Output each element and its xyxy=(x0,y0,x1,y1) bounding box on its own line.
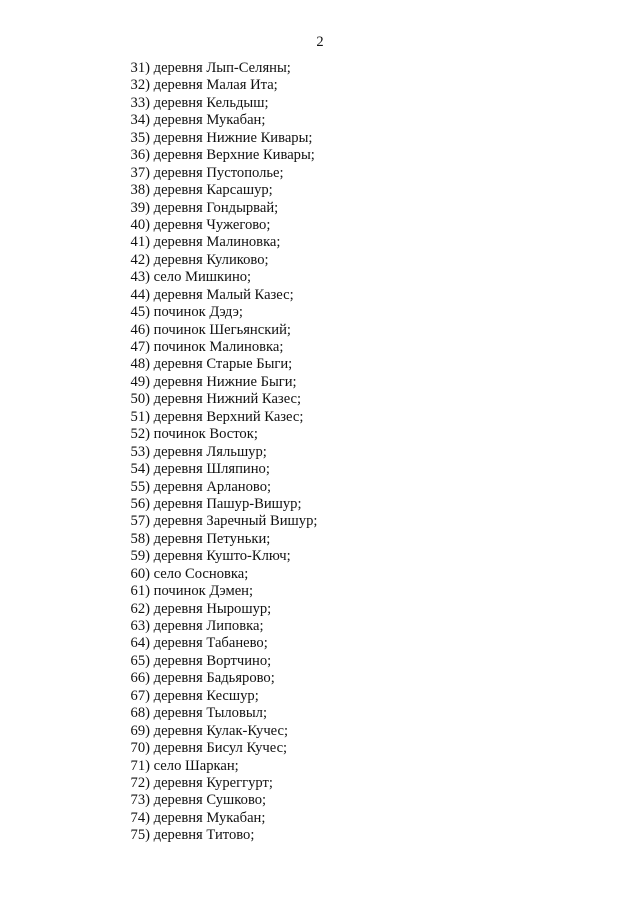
item-text: деревня Пашур-Вишур; xyxy=(153,495,302,512)
item-text: деревня Тыловыл; xyxy=(153,705,267,722)
item-text: деревня Нижние Быги; xyxy=(153,373,297,390)
item-text: деревня Титово; xyxy=(153,827,255,844)
list-item xyxy=(130,304,317,321)
list-item xyxy=(130,548,317,565)
list-item xyxy=(130,635,317,652)
item-text: деревня Куликово; xyxy=(153,251,269,268)
item-text: деревня Табанево; xyxy=(153,635,268,652)
item-number: 33) xyxy=(130,94,150,111)
item-number: 56) xyxy=(130,495,150,512)
list-item xyxy=(130,496,317,513)
list-item xyxy=(130,234,317,251)
list-item xyxy=(130,182,317,199)
item-text: починок Малиновка; xyxy=(153,339,284,355)
list-item xyxy=(130,130,317,147)
item-text: деревня Пустополье; xyxy=(153,164,284,181)
item-number: 53) xyxy=(130,443,150,460)
item-text: деревня Малый Казес; xyxy=(153,286,294,303)
list-item xyxy=(130,426,317,443)
item-text: деревня Кесшур; xyxy=(153,687,259,704)
item-text: деревня Липовка; xyxy=(153,618,264,634)
item-number: 49) xyxy=(130,373,150,390)
item-number: 73) xyxy=(130,792,150,809)
list-item xyxy=(130,618,317,635)
list-item xyxy=(130,60,317,77)
item-text: деревня Мукабан; xyxy=(153,809,266,826)
item-text: починок Дэмен; xyxy=(153,583,254,600)
item-text: деревня Кулак-Кучес; xyxy=(153,722,289,739)
item-number: 43) xyxy=(130,269,150,286)
list-item xyxy=(130,339,317,356)
list-item xyxy=(130,513,317,530)
item-number: 37) xyxy=(130,164,150,181)
item-text: деревня Лып-Селяны; xyxy=(153,60,291,76)
item-number: 69) xyxy=(130,722,150,739)
item-text: деревня Ляльшур; xyxy=(153,443,267,460)
item-text: деревня Верхний Казес; xyxy=(153,408,304,425)
item-number: 52) xyxy=(130,426,150,443)
item-number: 40) xyxy=(130,216,150,233)
item-text: деревня Куреггурт; xyxy=(153,774,273,791)
list-item xyxy=(130,723,317,740)
list-item xyxy=(130,601,317,618)
item-number: 41) xyxy=(130,234,150,251)
list-item xyxy=(130,461,317,478)
list-item xyxy=(130,200,317,217)
list-item xyxy=(130,566,317,583)
item-number: 72) xyxy=(130,774,150,791)
item-number: 38) xyxy=(130,182,150,199)
list-item xyxy=(130,479,317,496)
item-number: 54) xyxy=(130,461,150,478)
item-text: деревня Кушто-Ключ; xyxy=(153,548,291,565)
item-number: 60) xyxy=(130,565,150,582)
item-text: деревня Вортчино; xyxy=(153,652,272,669)
list-item xyxy=(130,287,317,304)
item-number: 67) xyxy=(130,687,150,704)
item-number: 62) xyxy=(130,600,150,617)
list-item xyxy=(130,356,317,373)
item-text: деревня Нижние Кивары; xyxy=(153,129,313,146)
list-item xyxy=(130,95,317,112)
item-text: деревня Шляпино; xyxy=(153,461,270,478)
item-number: 45) xyxy=(130,304,150,321)
list-item xyxy=(130,165,317,182)
item-text: деревня Бисул Кучес; xyxy=(153,740,288,757)
item-number: 48) xyxy=(130,356,150,373)
item-text: деревня Верхние Кивары; xyxy=(153,147,315,164)
item-number: 31) xyxy=(130,60,150,76)
item-text: деревня Нырошур; xyxy=(153,600,272,617)
list-item xyxy=(130,252,317,269)
list-item xyxy=(130,688,317,705)
list-item xyxy=(130,391,317,408)
item-text: деревня Заречный Вишур; xyxy=(153,513,318,530)
page-number: 2 xyxy=(316,34,324,50)
list-item xyxy=(130,670,317,687)
item-number: 64) xyxy=(130,635,150,652)
item-text: деревня Гондырвай; xyxy=(153,199,279,216)
item-text: деревня Чужегово; xyxy=(153,216,271,233)
item-number: 47) xyxy=(130,339,150,355)
item-number: 44) xyxy=(130,286,150,303)
item-number: 59) xyxy=(130,548,150,565)
list-item xyxy=(130,77,317,94)
list-item xyxy=(130,409,317,426)
list-item xyxy=(130,583,317,600)
item-number: 61) xyxy=(130,583,150,600)
item-text: деревня Малиновка; xyxy=(153,234,281,251)
item-number: 66) xyxy=(130,670,150,687)
item-number: 71) xyxy=(130,757,150,774)
item-text: починок Дэдэ; xyxy=(153,304,243,321)
item-number: 58) xyxy=(130,530,150,547)
item-text: село Шаркан; xyxy=(153,757,239,774)
list-item xyxy=(130,531,317,548)
item-text: деревня Нижний Казес; xyxy=(153,391,302,408)
item-number: 55) xyxy=(130,478,150,495)
item-text: деревня Мукабан; xyxy=(153,112,266,129)
list-item xyxy=(130,653,317,670)
list-item xyxy=(130,775,317,792)
item-number: 50) xyxy=(130,391,150,408)
item-number: 34) xyxy=(130,112,150,129)
list-item xyxy=(130,827,317,844)
item-number: 70) xyxy=(130,740,150,757)
item-number: 35) xyxy=(130,129,150,146)
item-text: деревня Карсашур; xyxy=(153,182,273,199)
item-text: деревня Кельдыш; xyxy=(153,94,269,111)
item-text: починок Восток; xyxy=(153,426,258,443)
list-item xyxy=(130,269,317,286)
list-item xyxy=(130,810,317,827)
item-number: 57) xyxy=(130,513,150,530)
item-number: 42) xyxy=(130,251,150,268)
item-text: деревня Арланово; xyxy=(153,478,272,495)
item-number: 51) xyxy=(130,408,150,425)
item-text: деревня Петуньки; xyxy=(153,530,271,547)
item-number: 68) xyxy=(130,705,150,722)
list-item xyxy=(130,792,317,809)
item-text: деревня Бадьярово; xyxy=(153,670,275,687)
list-item xyxy=(130,112,317,129)
item-number: 74) xyxy=(130,809,150,826)
list-item xyxy=(130,758,317,775)
list-item xyxy=(130,322,317,339)
list-item xyxy=(130,740,317,757)
list-item xyxy=(130,217,317,234)
item-text: село Сосновка; xyxy=(153,565,249,582)
item-number: 63) xyxy=(130,618,150,634)
item-text: деревня Малая Ита; xyxy=(153,77,278,94)
item-number: 39) xyxy=(130,199,150,216)
settlement-list xyxy=(130,60,317,845)
item-text: починок Шегьянский; xyxy=(153,321,291,338)
list-item xyxy=(130,705,317,722)
item-number: 75) xyxy=(130,827,150,844)
list-item xyxy=(130,147,317,164)
item-number: 36) xyxy=(130,147,150,164)
item-text: деревня Старые Быги; xyxy=(153,356,293,373)
item-number: 32) xyxy=(130,77,150,94)
list-item xyxy=(130,444,317,461)
item-number: 65) xyxy=(130,652,150,669)
item-text: село Мишкино; xyxy=(153,269,252,286)
item-number: 46) xyxy=(130,321,150,338)
list-item xyxy=(130,374,317,391)
item-text: деревня Сушково; xyxy=(153,792,267,809)
